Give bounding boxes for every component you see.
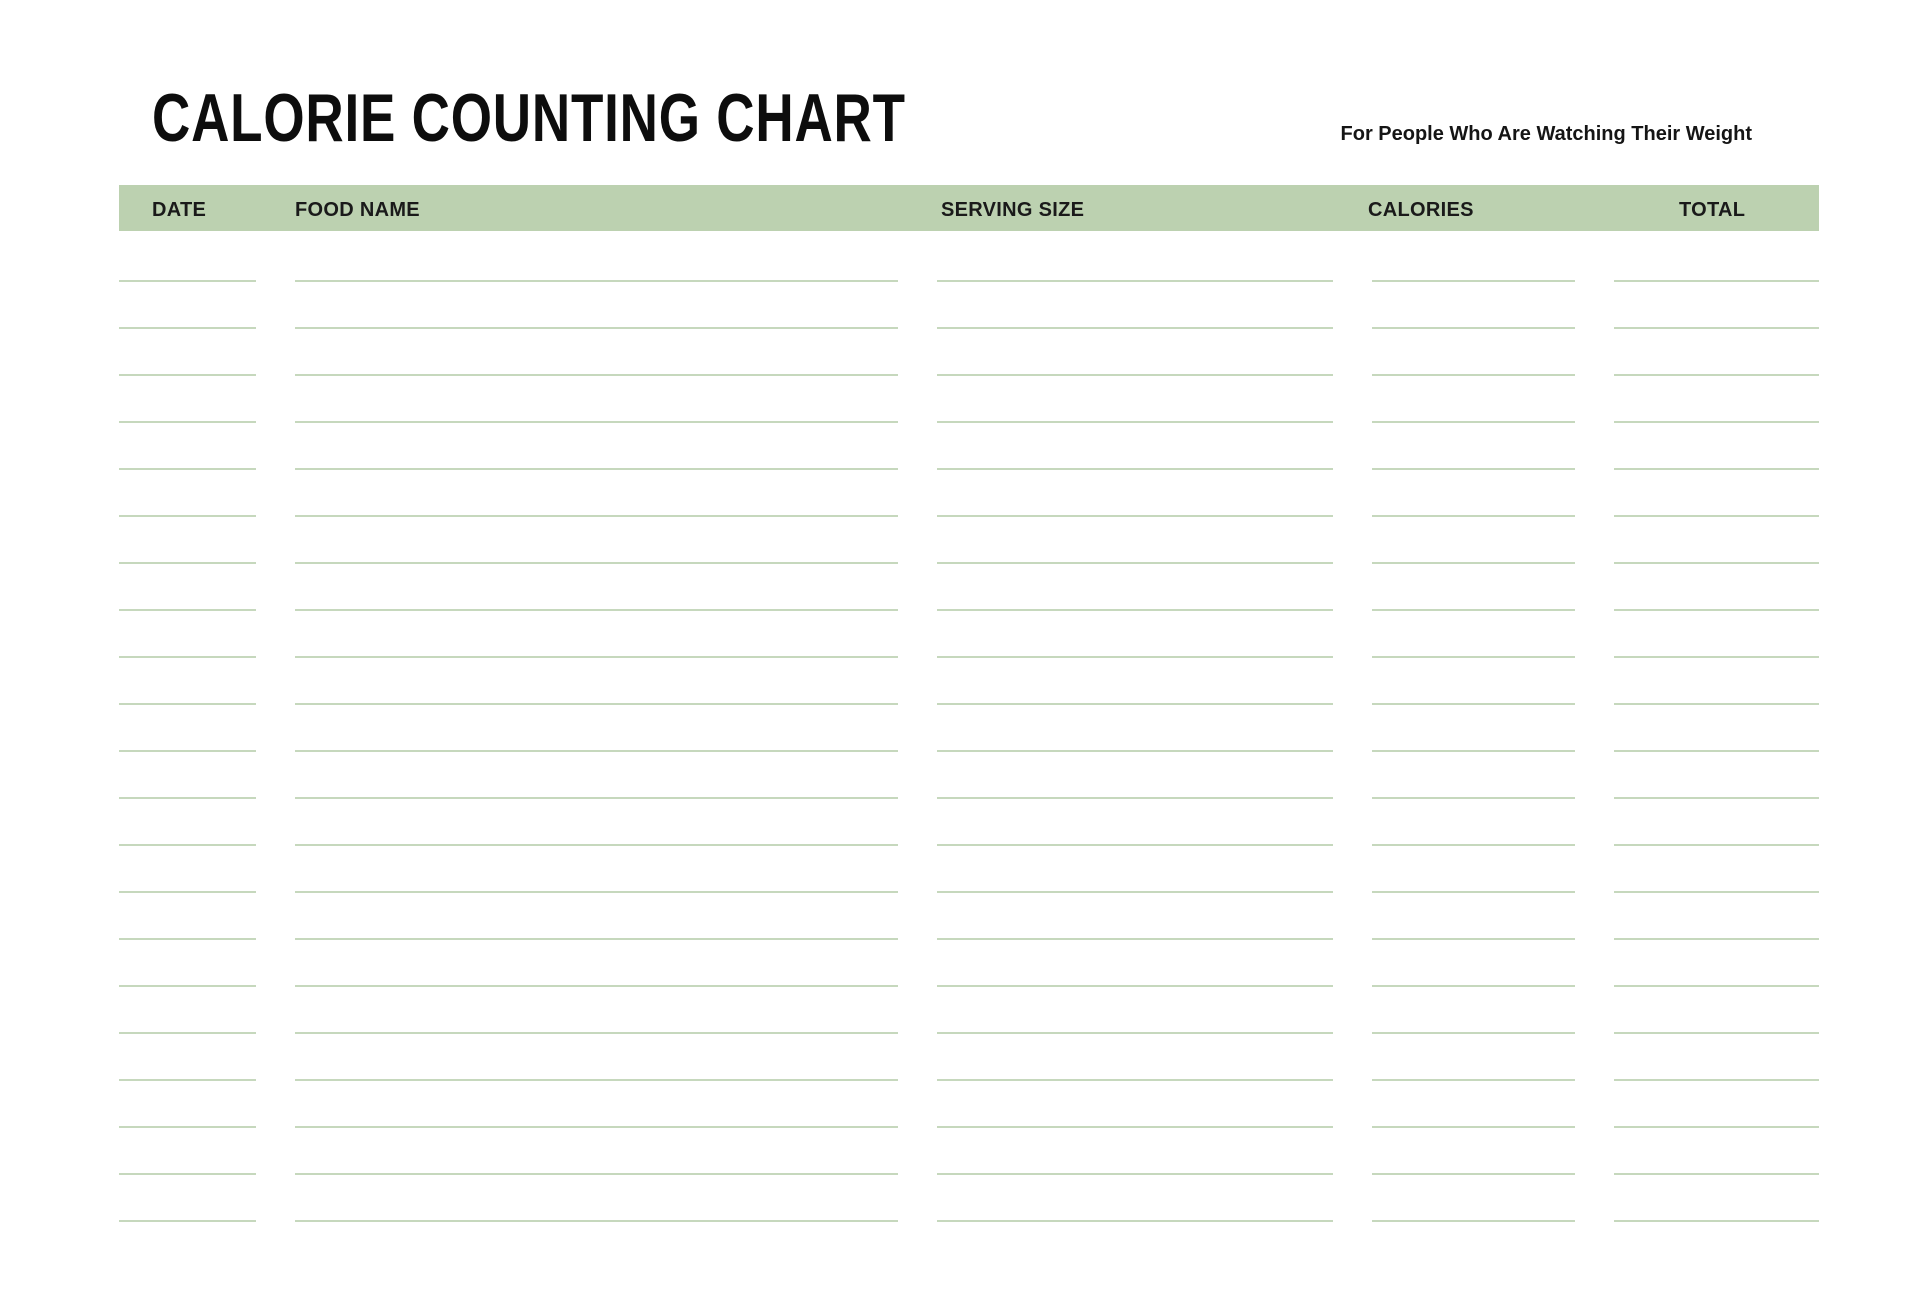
food-name-entry-line[interactable] [295,985,898,987]
calories-entry-line[interactable] [1372,844,1575,846]
food-name-entry-line[interactable] [295,938,898,940]
date-entry-line[interactable] [119,609,256,611]
total-entry-line[interactable] [1614,468,1819,470]
column-header-food-name: FOOD NAME [295,199,420,221]
total-entry-line[interactable] [1614,844,1819,846]
table-row [0,891,1920,893]
food-name-entry-line[interactable] [295,562,898,564]
date-entry-line[interactable] [119,797,256,799]
calories-entry-line[interactable] [1372,374,1575,376]
table-header [119,185,1819,231]
food-name-entry-line[interactable] [295,609,898,611]
calories-entry-line[interactable] [1372,1126,1575,1128]
calories-entry-line[interactable] [1372,421,1575,423]
food-name-entry-line[interactable] [295,844,898,846]
food-name-entry-line[interactable] [295,797,898,799]
serving-size-entry-line[interactable] [937,985,1333,987]
food-name-entry-line[interactable] [295,750,898,752]
food-name-entry-line[interactable] [295,1220,898,1222]
table-row [0,562,1920,564]
serving-size-entry-line[interactable] [937,1126,1333,1128]
total-entry-line[interactable] [1614,1126,1819,1128]
food-name-entry-line[interactable] [295,891,898,893]
table-row [0,797,1920,799]
total-entry-line[interactable] [1614,656,1819,658]
date-entry-line[interactable] [119,938,256,940]
serving-size-entry-line[interactable] [937,1173,1333,1175]
table-row [0,1032,1920,1034]
table-row [0,844,1920,846]
table-row [0,609,1920,611]
calories-entry-line[interactable] [1372,985,1575,987]
food-name-entry-line[interactable] [295,280,898,282]
total-entry-line[interactable] [1614,327,1819,329]
date-entry-line[interactable] [119,327,256,329]
serving-size-entry-line[interactable] [937,1220,1333,1222]
serving-size-entry-line[interactable] [937,515,1333,517]
calories-entry-line[interactable] [1372,703,1575,705]
food-name-entry-line[interactable] [295,656,898,658]
food-name-entry-line[interactable] [295,1126,898,1128]
table-row [0,1126,1920,1128]
date-entry-line[interactable] [119,891,256,893]
column-header-calories: CALORIES [1368,199,1474,221]
total-entry-line[interactable] [1614,515,1819,517]
food-name-entry-line[interactable] [295,327,898,329]
calories-entry-line[interactable] [1372,656,1575,658]
page-subtitle: For People Who Are Watching Their Weight [1340,123,1752,145]
column-header-serving-size: SERVING SIZE [941,199,1085,221]
date-entry-line[interactable] [119,1220,256,1222]
table-row [0,656,1920,658]
calories-entry-line[interactable] [1372,1220,1575,1222]
total-entry-line[interactable] [1614,891,1819,893]
serving-size-entry-line[interactable] [937,750,1333,752]
date-entry-line[interactable] [119,562,256,564]
calories-entry-line[interactable] [1372,562,1575,564]
serving-size-entry-line[interactable] [937,938,1333,940]
serving-size-entry-line[interactable] [937,280,1333,282]
column-header-total: TOTAL [1679,199,1746,221]
serving-size-entry-line[interactable] [937,468,1333,470]
column-header-date: DATE [152,199,207,221]
food-name-entry-line[interactable] [295,703,898,705]
table-row [0,515,1920,517]
food-name-entry-line[interactable] [295,468,898,470]
table-row [0,1079,1920,1081]
date-entry-line[interactable] [119,656,256,658]
date-entry-line[interactable] [119,468,256,470]
total-entry-line[interactable] [1614,374,1819,376]
total-entry-line[interactable] [1614,938,1819,940]
date-entry-line[interactable] [119,985,256,987]
calories-entry-line[interactable] [1372,609,1575,611]
total-entry-line[interactable] [1614,703,1819,705]
serving-size-entry-line[interactable] [937,562,1333,564]
serving-size-entry-line[interactable] [937,374,1333,376]
date-entry-line[interactable] [119,421,256,423]
table-row [0,421,1920,423]
date-entry-line[interactable] [119,1079,256,1081]
calories-entry-line[interactable] [1372,515,1575,517]
total-entry-line[interactable] [1614,1220,1819,1222]
total-entry-line[interactable] [1614,750,1819,752]
date-entry-line[interactable] [119,515,256,517]
food-name-entry-line[interactable] [295,1173,898,1175]
date-entry-line[interactable] [119,844,256,846]
total-entry-line[interactable] [1614,562,1819,564]
table-row [0,374,1920,376]
page-title: CALORIE COUNTING CHART [152,80,906,156]
calories-entry-line[interactable] [1372,797,1575,799]
table-row [0,280,1920,282]
serving-size-entry-line[interactable] [937,1032,1333,1034]
calories-entry-line[interactable] [1372,1173,1575,1175]
serving-size-entry-line[interactable] [937,844,1333,846]
table-row [0,985,1920,987]
food-name-entry-line[interactable] [295,1032,898,1034]
total-entry-line[interactable] [1614,797,1819,799]
date-entry-line[interactable] [119,1126,256,1128]
date-entry-line[interactable] [119,374,256,376]
table-row [0,1173,1920,1175]
table-row [0,468,1920,470]
calories-entry-line[interactable] [1372,1032,1575,1034]
calories-entry-line[interactable] [1372,327,1575,329]
total-entry-line[interactable] [1614,421,1819,423]
serving-size-entry-line[interactable] [937,891,1333,893]
date-entry-line[interactable] [119,750,256,752]
calories-entry-line[interactable] [1372,1079,1575,1081]
total-entry-line[interactable] [1614,985,1819,987]
total-entry-line[interactable] [1614,609,1819,611]
total-entry-line[interactable] [1614,1173,1819,1175]
serving-size-entry-line[interactable] [937,421,1333,423]
serving-size-entry-line[interactable] [937,656,1333,658]
food-name-entry-line[interactable] [295,515,898,517]
calories-entry-line[interactable] [1372,891,1575,893]
calories-entry-line[interactable] [1372,938,1575,940]
serving-size-entry-line[interactable] [937,1079,1333,1081]
serving-size-entry-line[interactable] [937,327,1333,329]
table-row [0,750,1920,752]
food-name-entry-line[interactable] [295,374,898,376]
calories-entry-line[interactable] [1372,280,1575,282]
date-entry-line[interactable] [119,280,256,282]
total-entry-line[interactable] [1614,280,1819,282]
calories-entry-line[interactable] [1372,468,1575,470]
serving-size-entry-line[interactable] [937,609,1333,611]
food-name-entry-line[interactable] [295,421,898,423]
serving-size-entry-line[interactable] [937,703,1333,705]
table-row [0,1220,1920,1222]
date-entry-line[interactable] [119,1032,256,1034]
calories-entry-line[interactable] [1372,750,1575,752]
table-row [0,938,1920,940]
date-entry-line[interactable] [119,703,256,705]
serving-size-entry-line[interactable] [937,797,1333,799]
table-row [0,703,1920,705]
table-row [0,327,1920,329]
date-entry-line[interactable] [119,1173,256,1175]
total-entry-line[interactable] [1614,1079,1819,1081]
food-name-entry-line[interactable] [295,1079,898,1081]
total-entry-line[interactable] [1614,1032,1819,1034]
